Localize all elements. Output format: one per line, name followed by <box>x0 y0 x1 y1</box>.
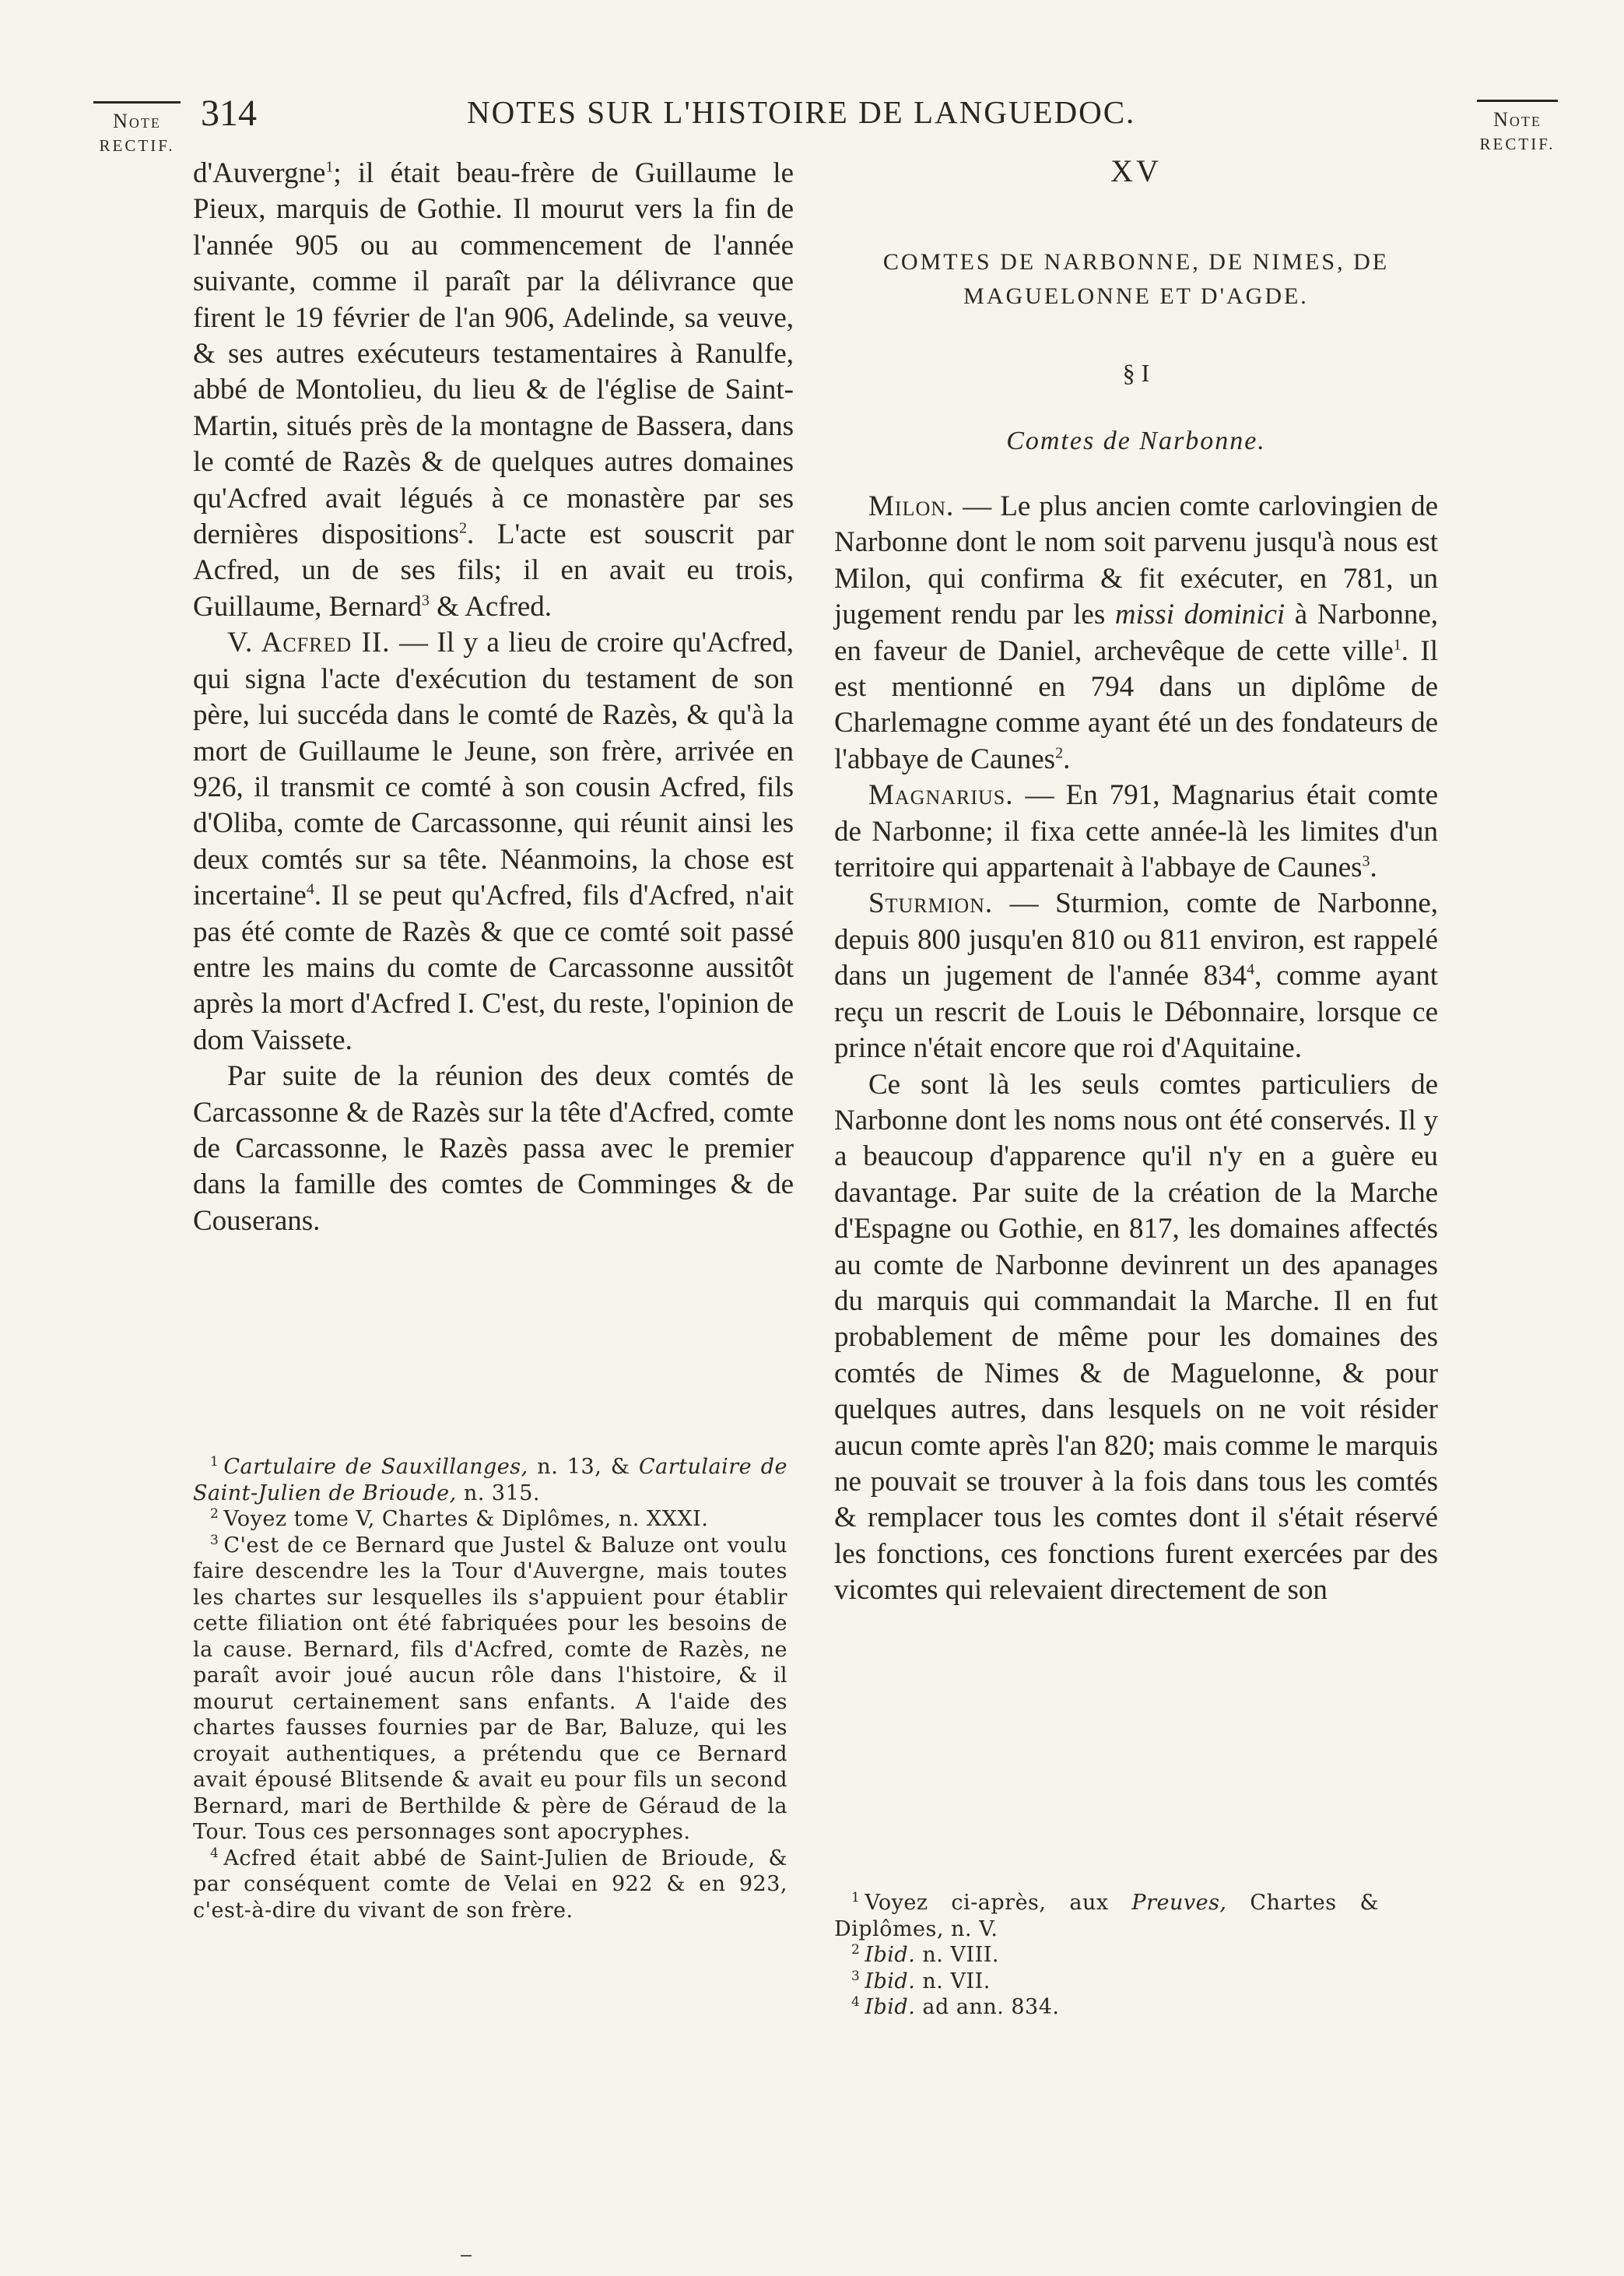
footnote: $^3$ C'est de ce Bernard que Justel & Baluze ont voulu faire descendre les la Tour d'Auvergne, mais toutes les chartes sur lesquelles ils s'appuient pour établir cette filiation ont été fabriquées pour les besoins de la cause. Bernard, fils d'Acfred, comte de Razès, ne paraît avoir joué aucun rôle dans l'histoire, & il mourut certainement sans enfants. A l'aide des chartes fausses fournies par de Bar, Baluze, qui les croyait authentiques, a prétendu que ce Bernard avait épousé Blitsende & avait eu pour fils un second Bernard, mari de Berthilde & père de Géraud de la Tour. Tous ces personnages sont apocryphes. <box>193 1532 787 1844</box>
footnote-ref: 4 <box>306 880 314 898</box>
footnote: $^1$ Cartulaire de Sauxillanges, n. 13, & Cartulaire de Saint-Julien de Brioude, n. 315. <box>193 1454 787 1505</box>
paragraph: Milon. — Le plus ancien comte carlovingien de Narbonne dont le nom soit parvenu jusqu'à nous est Milon, qui confirma & fit exécuter, en 781, un jugement rendu par les missi dominici à Narbonne, en faveur de Daniel, archevêque de cette ville$^1$. Il est mentionné en 794 dans un diplôme de Charlemagne comme ayant été un des fondateurs de l'abbaye de Caunes$^2$. <box>834 490 1438 775</box>
paragraph: d'Auvergne$^1$; il était beau-frère de Guillaume le Pieux, marquis de Gothie. Il mourut vers la fin de l'année 905 ou au commencement de l'année suivante, comme il paraît par la délivrance que firent le 19 février de l'an 906, Adelinde, sa veuve, & ses autres exécuteurs testamentaires à Ranulfe, abbé de Montolieu, du lieu & de l'église de Saint-Martin, situés près de la montagne de Bassera, dans le comté de Razès & de quelques autres domaines qu'Acfred avait légués à ce monastère par ses dernières dispositions$^2$. L'acte est souscrit par Acfred, un de ses fils; il en avait eu trois, Guillaume, Bernard$^3$ & Acfred. <box>193 157 794 623</box>
right-footnotes <box>834 1890 1379 2021</box>
chapter-title: COMTES DE NARBONNE, DE NIMES, DE MAGUELONNE ET D'AGDE. <box>882 249 1390 309</box>
margin-note-left <box>93 101 181 156</box>
chapter-number: XV <box>1110 153 1162 188</box>
footnote-ref: 2 <box>459 519 468 537</box>
section-title: Comtes de Narbonne. <box>1006 427 1266 455</box>
left-column <box>193 156 794 1239</box>
paragraph: Ce sont là les seuls comtes particuliers de Narbonne dont les noms nous ont été conservés. Il y a beaucoup d'apparence qu'il n'y en a guère eu davantage. Par suite de la création de la Marche d'Espagne ou Gothie, en 817, les domaines affectés au comte de Narbonne devinrent un des apanages du marquis qui commandait la Marche. Il en fut probablement de même pour les domaines des comtés de Nimes & de Maguelonne, & pour quelques autres, dans lesquels on ne voit résider aucun comte après l'an 820; mais comme le marquis ne pouvait se trouver à la fois dans tous les comtés & remplacer tous les comtes dont il s'était réservé les fonctions, ces fonctions furent exercées par des vicomtes qui relevaient directement de son <box>834 1068 1438 1607</box>
footnote-ref: 3 <box>421 592 430 609</box>
page-number: 314 <box>201 93 257 134</box>
right-body <box>834 489 1438 1609</box>
paragraph: Sturmion. — Sturmion, comte de Narbonne, depuis 800 jusqu'en 810 ou 811 environ, est rappelé dans un jugement de l'année $834^4$, comme ayant reçu un rescrit de Louis le Débonnaire, lorsque ce prince n'était encore que roi d'Aquitaine. <box>834 887 1438 1065</box>
page-mark <box>461 2255 472 2257</box>
footnote: $^2$ Ibid. n. VIII. <box>851 1942 999 1967</box>
paragraph: V. Acfred II. — Il y a lieu de croire qu'Acfred, qui signa l'acte d'exécution du testament de son père, lui succéda dans le comté de Razès, & qu'à la mort de Guillaume le Jeune, son frère, arrivée en 926, il transmit ce comté à son cousin Acfred, fils d'Oliba, comte de Carcassonne, qui réunit ainsi les deux comtés sur sa tête. Néanmoins, la chose est incertaine$^4$. Il se peut qu'Acfred, fils d'Acfred, n'ait pas été comte de Razès & que ce comté soit passé entre les mains du comte de Carcassonne aussitôt après la mort d'Acfred I. C'est, du reste, l'opinion de dom Vaissete. <box>193 627 794 1056</box>
footnote-ref: 1 <box>325 158 334 176</box>
right-column <box>834 148 1438 1609</box>
paragraph: Par suite de la réunion des deux comtés de Carcassonne & de Razès sur la tête d'Acfred, comte de Carcassonne, le Razès passa avec le premier dans la famille des comtes de Comminges & de Couserans. <box>193 1060 794 1237</box>
margin-note-right <box>1477 100 1558 154</box>
margin-note-right-line1: Note <box>1493 108 1542 131</box>
margin-note-left-line1: Note <box>113 110 161 132</box>
footnote-ref: 1 <box>1393 636 1401 654</box>
entry-name: Sturmion. <box>868 887 994 920</box>
paragraph: Magnarius. — En 791, Magnarius était comte de Narbonne; il fixa cette année-là les limites d'un territoire qui appartenait à l'abbaye de Caunes$^3$. <box>834 779 1438 884</box>
entry-name: Magnarius. <box>868 779 1014 812</box>
running-title: NOTES SUR L'HISTOIRE DE LANGUEDOC. <box>467 94 1136 130</box>
footnote: $^1$ Voyez ci-après, aux Preuves, Chartes & Diplômes, n. V. <box>834 1890 1379 1941</box>
footnote: $^2$ Voyez tome V, Chartes & Diplômes, n. XXXI. <box>210 1506 709 1531</box>
entry-name: Milon. <box>868 490 955 522</box>
footnote-ref: 2 <box>1055 744 1064 762</box>
left-footnotes <box>193 1454 787 1923</box>
margin-note-right-line2: RECTIF. <box>1479 135 1556 153</box>
footnote: $^4$ Acfred était abbé de Saint-Julien de Brioude, & par conséquent comte de Velai en 922 & en 923, c'est-à-dire du vivant de son frère. <box>193 1845 787 1923</box>
footnote: $^4$ Ibid. ad ann. 834. <box>851 1994 1060 2019</box>
margin-rule <box>93 101 181 104</box>
entry-name: V. Acfred II. <box>227 627 391 659</box>
margin-rule <box>1477 100 1558 102</box>
margin-note-left-line2: RECTIF. <box>99 136 175 155</box>
section-mark: § I <box>1122 359 1150 387</box>
footnote: $^3$ Ibid. n. VII. <box>851 1968 991 1993</box>
footnote-ref: 3 <box>1362 852 1370 870</box>
footnote-ref: 4 <box>1247 961 1255 978</box>
